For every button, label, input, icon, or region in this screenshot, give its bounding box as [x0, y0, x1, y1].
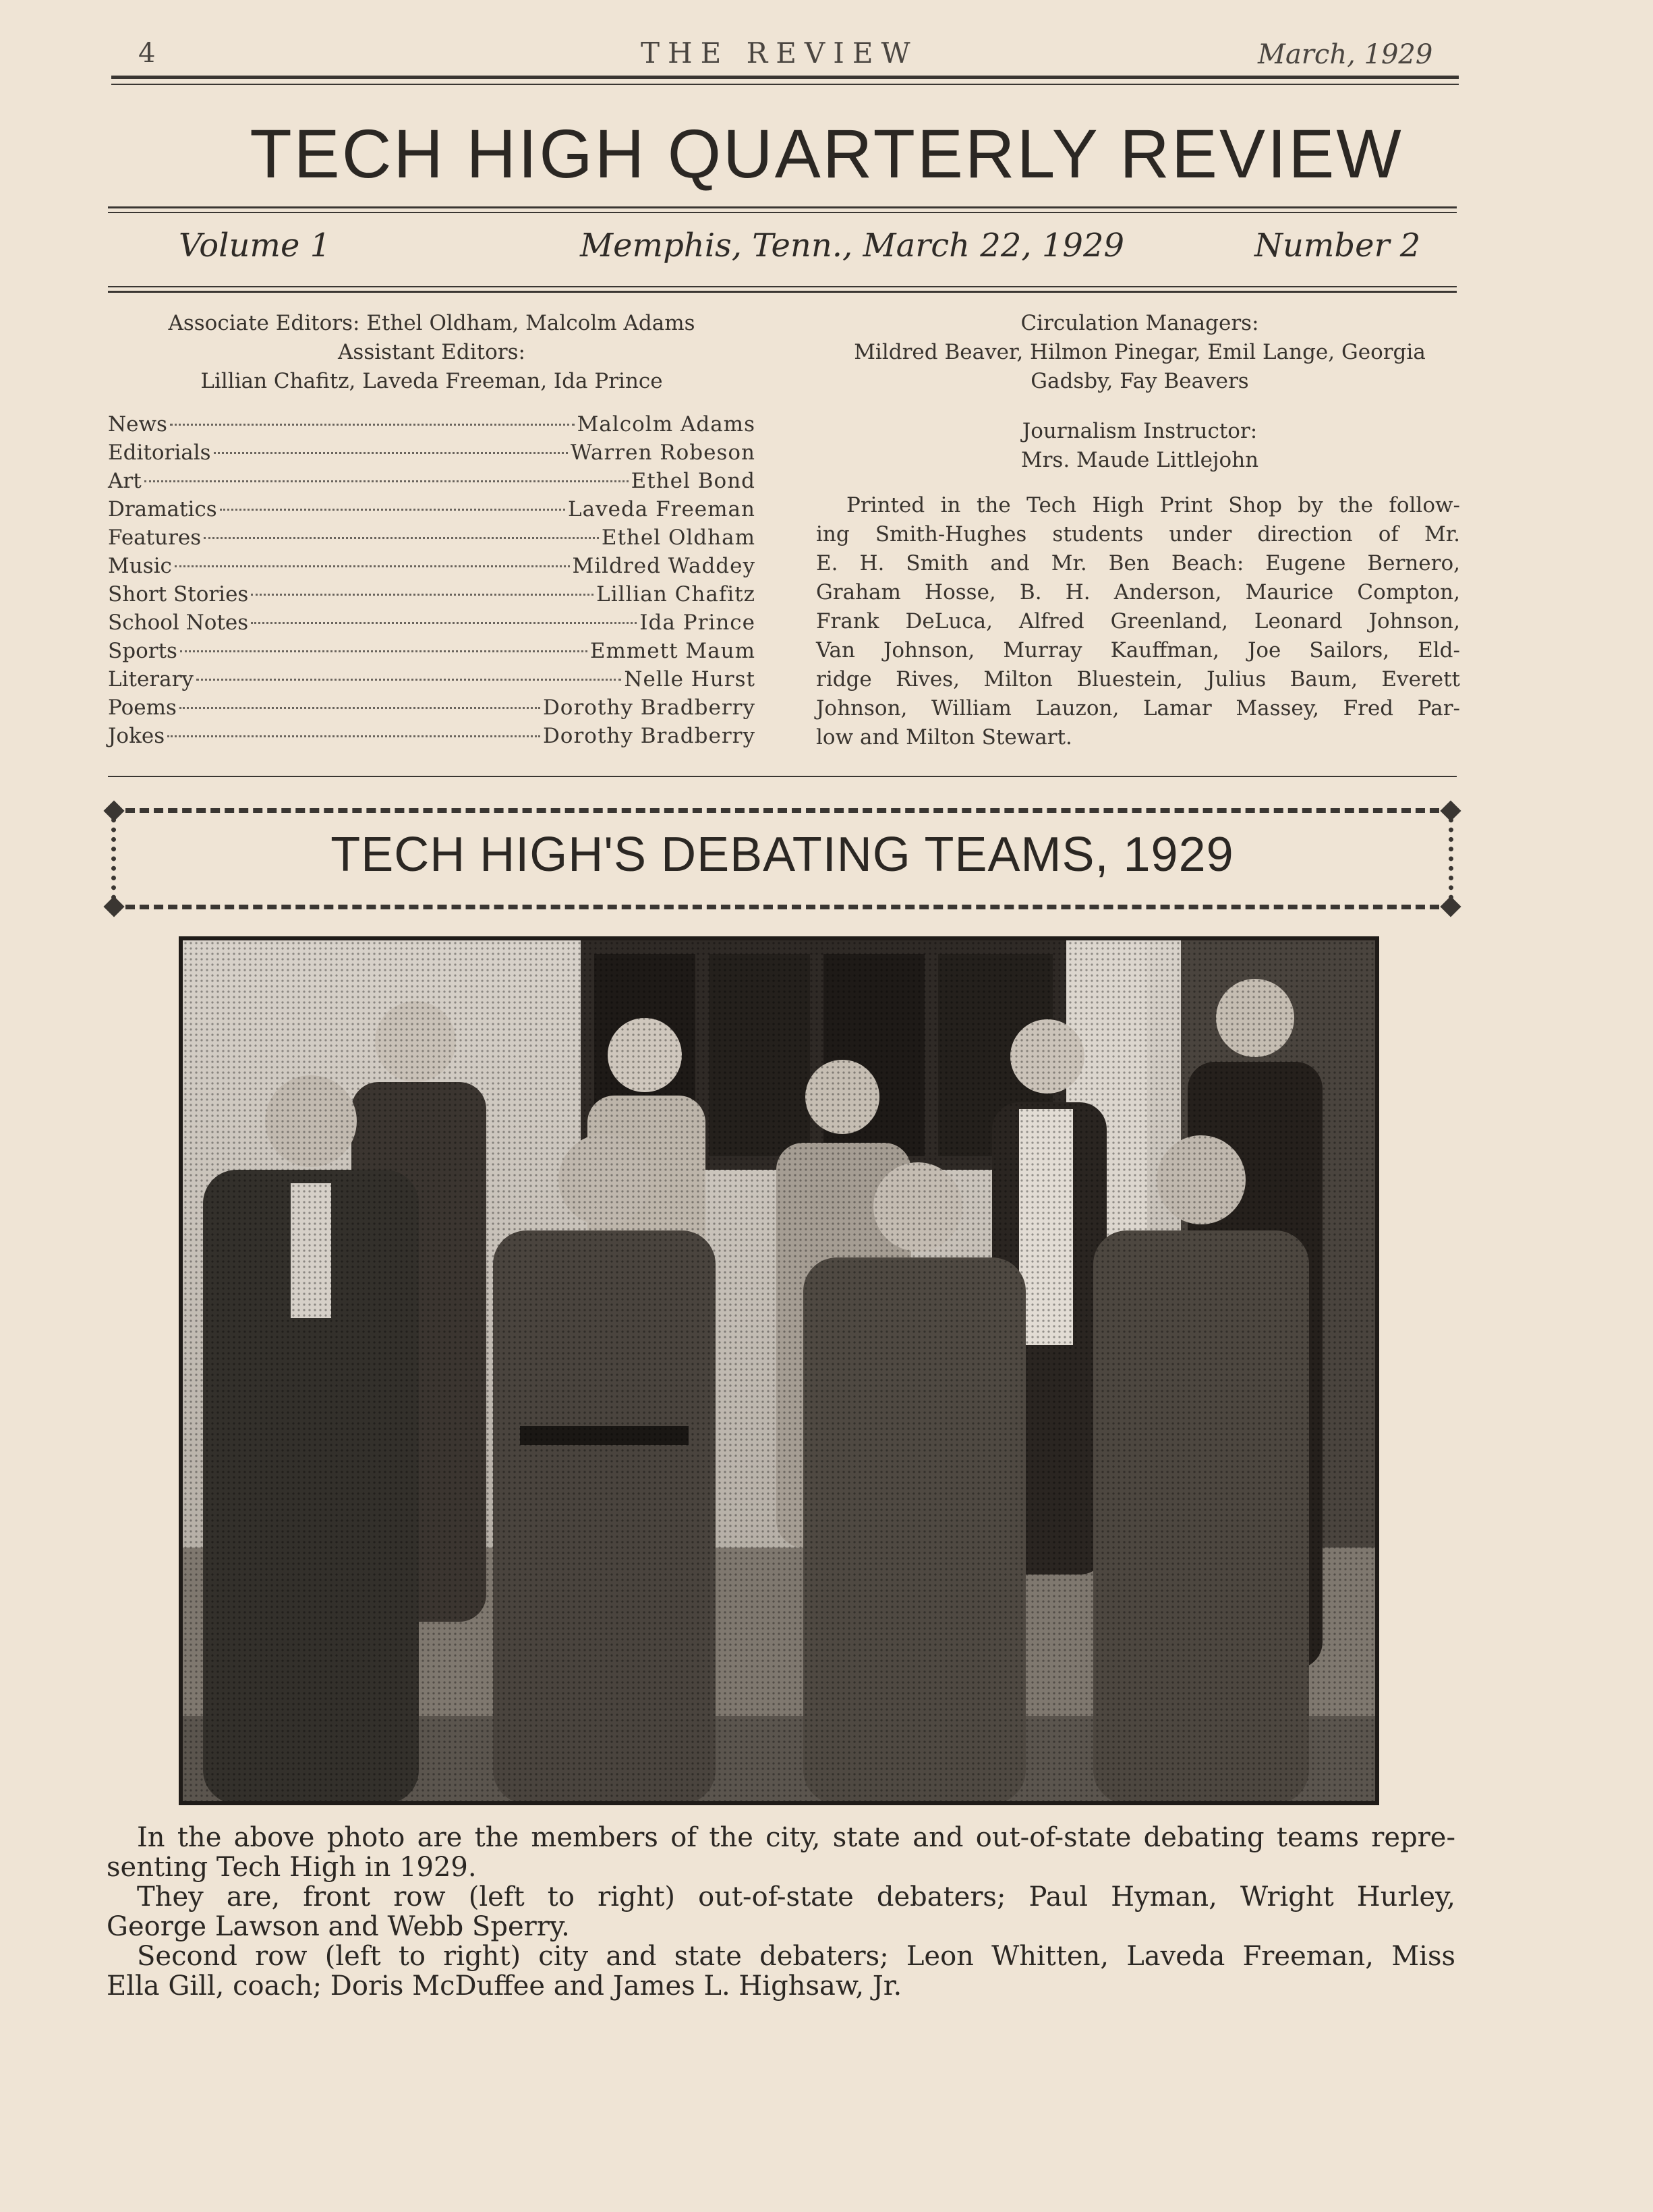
journalism-name: Mrs. Maude Littlejohn	[1020, 448, 1259, 472]
page-number: 4	[138, 38, 157, 69]
masthead-rule-bottom-thin	[108, 286, 1457, 287]
caption-line: Second row (left to right) city and state debaters; Leon Whitten, Laveda Freeman, Miss	[137, 1941, 1455, 1972]
dept-row-music	[108, 552, 755, 580]
issue-number: Number 2	[1254, 227, 1421, 264]
circulation-label: Circulation Managers:	[1020, 311, 1259, 335]
dept-section: School Notes	[108, 611, 249, 635]
leader-dots	[196, 679, 621, 681]
dept-section: Music	[108, 554, 172, 578]
associate-editors: Associate Editors: Ethel Oldham, Malcolm Adams	[168, 311, 695, 335]
dept-row-art	[108, 467, 755, 495]
dept-editor: Warren Robeson	[570, 441, 755, 465]
photo-illustration	[183, 940, 1375, 1801]
dept-section: Sports	[108, 639, 177, 663]
dept-editor: Malcolm Adams	[577, 412, 755, 436]
print-line: ridge Rives, Milton Bluestein, Julius Baum, Everett	[816, 667, 1460, 691]
photo-caption	[107, 1823, 1455, 2001]
department-list	[108, 410, 755, 750]
dept-section: Editorials	[108, 441, 211, 465]
leader-dots	[170, 424, 575, 426]
dept-editor: Nelle Hurst	[624, 667, 755, 691]
dept-row-literary	[108, 665, 755, 693]
caption-line: In the above photo are the members of the city, state and out-of-state debating teams repre-	[137, 1822, 1455, 1853]
dept-section: Features	[108, 526, 202, 550]
volume-label: Volume 1	[179, 227, 331, 264]
leader-dots	[180, 650, 587, 652]
dept-editor: Mildred Waddey	[572, 554, 755, 578]
caption-line: Ella Gill, coach; Doris McDuffee and James L. Highsaw, Jr.	[107, 1970, 902, 2002]
dept-row-poems	[108, 693, 755, 722]
masthead-rule-bottom	[108, 291, 1457, 293]
dept-row-jokes	[108, 722, 755, 750]
masthead-title: TECH HIGH QUARTERLY REVIEW	[250, 115, 1403, 192]
leader-dots	[251, 622, 637, 624]
dept-editor: Dorothy Bradberry	[542, 696, 755, 720]
dept-row-short-stories	[108, 580, 755, 608]
top-rule	[111, 76, 1459, 79]
debating-team-photo	[179, 936, 1379, 1805]
dept-editor: Lillian Chafitz	[596, 582, 755, 606]
assistant-editors: Lillian Chafitz, Laveda Freeman, Ida Prince	[200, 369, 663, 393]
dept-row-editorials	[108, 438, 755, 467]
dept-row-news	[108, 410, 755, 438]
dept-editor: Ida Prince	[639, 611, 755, 635]
caption-line: They are, front row (left to right) out-of-state debaters; Paul Hyman, Wright Hurley,	[137, 1881, 1455, 1912]
leader-dots	[167, 735, 540, 737]
assistant-editors-label: Assistant Editors:	[338, 340, 525, 364]
dept-section: Short Stories	[108, 582, 249, 606]
journalism-label: Journalism Instructor:	[1022, 419, 1258, 443]
section-rule	[108, 776, 1457, 777]
article-headline: TECH HIGH'S DEBATING TEAMS, 1929	[330, 828, 1234, 882]
leader-dots	[175, 565, 570, 567]
print-line: Van Johnson, Murray Kauffman, Joe Sailors, Eld-	[816, 638, 1460, 662]
dept-editor: Ethel Oldham	[601, 526, 755, 550]
print-line: Printed in the Tech High Print Shop by the follow-	[846, 493, 1460, 517]
dept-section: Jokes	[108, 724, 165, 748]
print-line: Frank DeLuca, Alfred Greenland, Leonard Johnson,	[816, 609, 1460, 633]
dept-section: News	[108, 412, 167, 436]
dept-editor: Ethel Bond	[631, 469, 755, 493]
print-line: Johnson, William Lauzon, Lamar Massey, Fred Par-	[816, 696, 1460, 720]
running-head-title: THE REVIEW	[641, 36, 919, 69]
top-rule-thin	[111, 84, 1459, 85]
leader-dots	[214, 452, 568, 454]
journalism-block	[816, 417, 1463, 475]
circulation-line-1: Mildred Beaver, Hilmon Pinegar, Emil Lange, Georgia	[854, 340, 1426, 364]
print-line: Graham Hosse, B. H. Anderson, Maurice Compton,	[816, 580, 1460, 604]
dept-row-features	[108, 523, 755, 552]
dept-row-dramatics	[108, 495, 755, 523]
dept-section: Poems	[108, 696, 177, 720]
caption-line: senting Tech High in 1929.	[107, 1852, 477, 1883]
print-line: E. H. Smith and Mr. Ben Beach: Eugene Bernero,	[816, 551, 1460, 575]
running-head-date: March, 1929	[1258, 39, 1433, 70]
dept-section: Dramatics	[108, 497, 217, 521]
print-shop-credits	[816, 491, 1460, 752]
dept-editor: Emmett Maum	[589, 639, 755, 663]
caption-line: George Lawson and Webb Sperry.	[107, 1911, 570, 1942]
masthead-rule-top	[108, 206, 1457, 208]
place-date: Memphis, Tenn., March 22, 1929	[580, 227, 1125, 264]
leader-dots	[220, 509, 565, 511]
print-line: low and Milton Stewart.	[816, 725, 1072, 749]
circulation-line-2: Gadsby, Fay Beavers	[1031, 369, 1249, 393]
dept-row-school-notes	[108, 608, 755, 637]
dept-section: Art	[108, 469, 142, 493]
dept-row-sports	[108, 637, 755, 665]
masthead-rule-top-thin	[108, 212, 1457, 213]
print-line: ing Smith-Hughes students under direction of Mr.	[816, 522, 1460, 546]
circulation-block	[816, 309, 1463, 396]
staff-editors	[108, 309, 755, 396]
leader-dots	[144, 480, 629, 482]
dept-section: Literary	[108, 667, 194, 691]
leader-dots	[179, 707, 540, 709]
leader-dots	[251, 594, 593, 596]
dept-editor: Dorothy Bradberry	[542, 724, 755, 748]
dept-editor: Laveda Freeman	[568, 497, 755, 521]
leader-dots	[204, 537, 599, 539]
